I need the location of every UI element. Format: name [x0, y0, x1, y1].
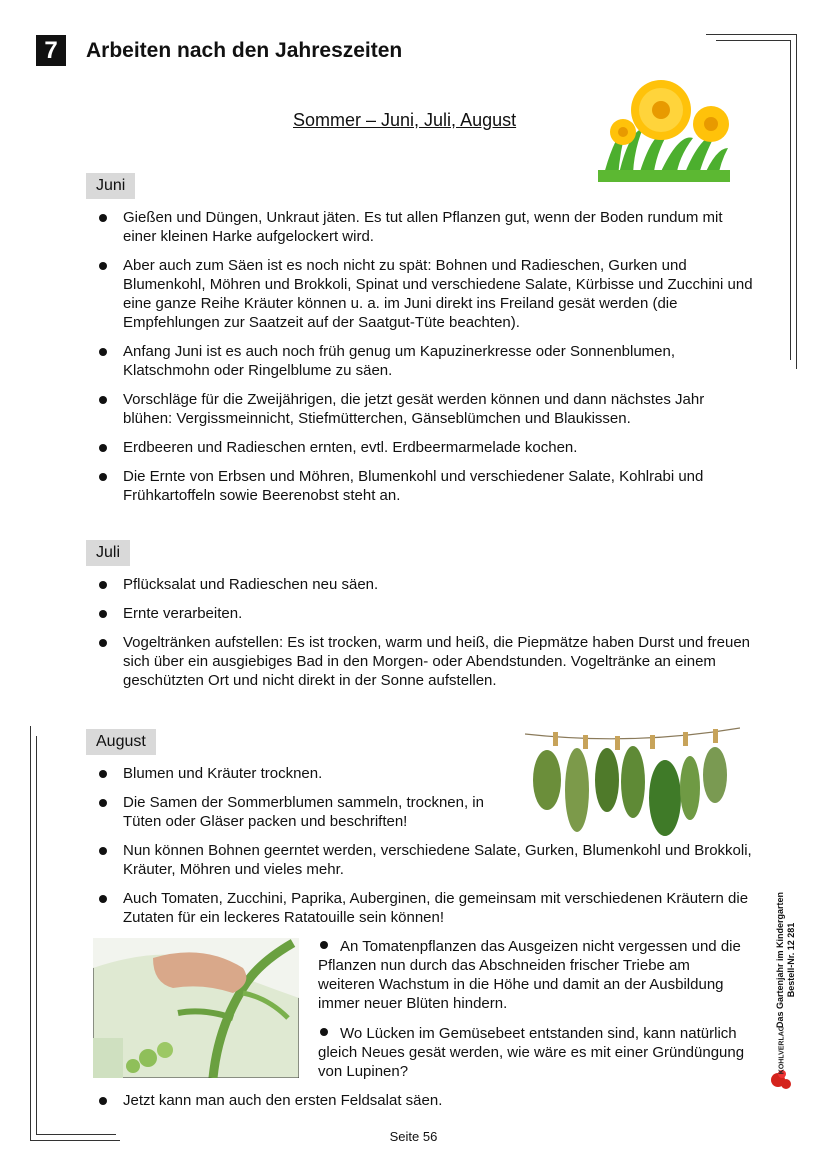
month-label-juni: Juni: [86, 173, 135, 199]
publication-info: [775, 892, 797, 1028]
sunflower-illustration: [598, 78, 730, 182]
august-item-right-2: Wo Lücken im Gemüsebeet entstanden sind, kann natürlich gleich Neues gesät werden, wie wäre es mit einer Gründüngung von Lupinen?: [318, 1025, 745, 1080]
publisher-name: KOHLVERLAG: [778, 1025, 786, 1075]
juni-list: [95, 208, 755, 515]
list-item: Blumen und Kräuter trocknen.: [95, 764, 755, 783]
chapter-number: 7: [36, 35, 66, 66]
list-item: Pflücksalat und Radieschen neu säen.: [95, 575, 755, 594]
sunflower-big: [631, 80, 691, 140]
august-item-right-1: An Tomatenpflanzen das Ausgeizen nicht vergessen und die Pflanzen nun durch das Abschneiden frischer Triebe am weiteren Wachstum in die Höhe und damit an der Ausbildung immer neuer Blüten hindern.: [318, 938, 741, 1012]
august-list-bottom: [95, 1091, 755, 1120]
list-item: Jetzt kann man auch den ersten Feldsalat säen.: [95, 1091, 755, 1110]
list-item: Gießen und Düngen, Unkraut jäten. Es tut allen Pflanzen gut, wenn der Boden rundum mit einer kleinen Harke aufgelockert wird.: [95, 208, 755, 246]
tomato-plant-photo: [93, 938, 299, 1078]
august-list-top: [95, 764, 755, 937]
page-title: Arbeiten nach den Jahreszeiten: [86, 39, 403, 62]
list-item: Die Ernte von Erbsen und Möhren, Blumenkohl und verschiedener Salate, Kohlrabi und Frühkartoffeln sowie Beerenobst steht an.: [95, 467, 755, 505]
frame-top-right-h: [706, 34, 796, 35]
frame-right-v2: [790, 40, 791, 360]
list-item: Vogeltränken aufstellen: Es ist trocken, warm und heiß, die Piepmätze haben Durst und freuen sich über ein ausgiebiges Bad in den Morgen- oder Abendstunden. Vogeltränke an einem geschützten Ort und nicht direkt in der Sonne aufstellen.: [95, 633, 755, 690]
publisher-logo: [768, 1025, 796, 1094]
bullet: [320, 1028, 328, 1036]
list-item: Ernte verarbeiten.: [95, 604, 755, 623]
order-number: Bestell-Nr. 12 281: [786, 922, 796, 998]
list-item: Die Samen der Sommerblumen sammeln, trocknen, in Tüten oder Gläser packen und beschriften!: [95, 793, 493, 831]
frame-right-v: [796, 34, 797, 369]
month-label-august: August: [86, 729, 156, 755]
juli-list: [95, 575, 755, 700]
list-item: Nun können Bohnen geerntet werden, verschiedene Salate, Gurken, Blumenkohl und Brokkoli, Kräuter, Möhren und vieles mehr.: [95, 841, 755, 879]
list-item: Erdbeeren und Radieschen ernten, evtl. Erdbeermarmelade kochen.: [95, 438, 755, 457]
list-item: Auch Tomaten, Zucchini, Paprika, Auberginen, die gemeinsam mit verschiedenen Kräutern die Zutaten für ein leckeres Ratatouille sein können!: [95, 889, 755, 927]
bullet: [320, 941, 328, 949]
list-item: Aber auch zum Säen ist es noch nicht zu spät: Bohnen und Radieschen, Gurken und Blumenkohl, Möhren und Brokkoli, Spinat und verschiedene Salate, Kürbisse und Zucchini und eine ganze Reihe Kräuter können u. a. im Juni direkt ins Freiland gesät werden (die Empfehlungen zur Saatzeit auf der Saatgut-Tüte beachten).: [95, 256, 755, 332]
sunflower-left: [610, 119, 636, 145]
frame-left-v: [30, 726, 31, 1140]
list-item: Anfang Juni ist es auch noch früh genug um Kapuzinerkresse oder Sonnenblumen, Klatschmohn oder Ringelblume zu säen.: [95, 342, 755, 380]
page-number: Seite 56: [389, 1129, 438, 1144]
month-label-juli: Juli: [86, 540, 130, 566]
frame-top-right-h2: [716, 40, 790, 41]
list-item: Vorschläge für die Zweijährigen, die jetzt gesät werden können und dann nächstes Jahr blühen: Vergissmeinnicht, Stiefmütterchen, Gänseblümchen und Blaukissen.: [95, 390, 755, 428]
publication-title: Das Gartenjahr im Kindergarten: [775, 891, 785, 1029]
section-subtitle: Sommer – Juni, Juli, August: [293, 110, 517, 130]
sunflower-right: [693, 106, 729, 142]
frame-left-v2: [36, 736, 37, 1134]
